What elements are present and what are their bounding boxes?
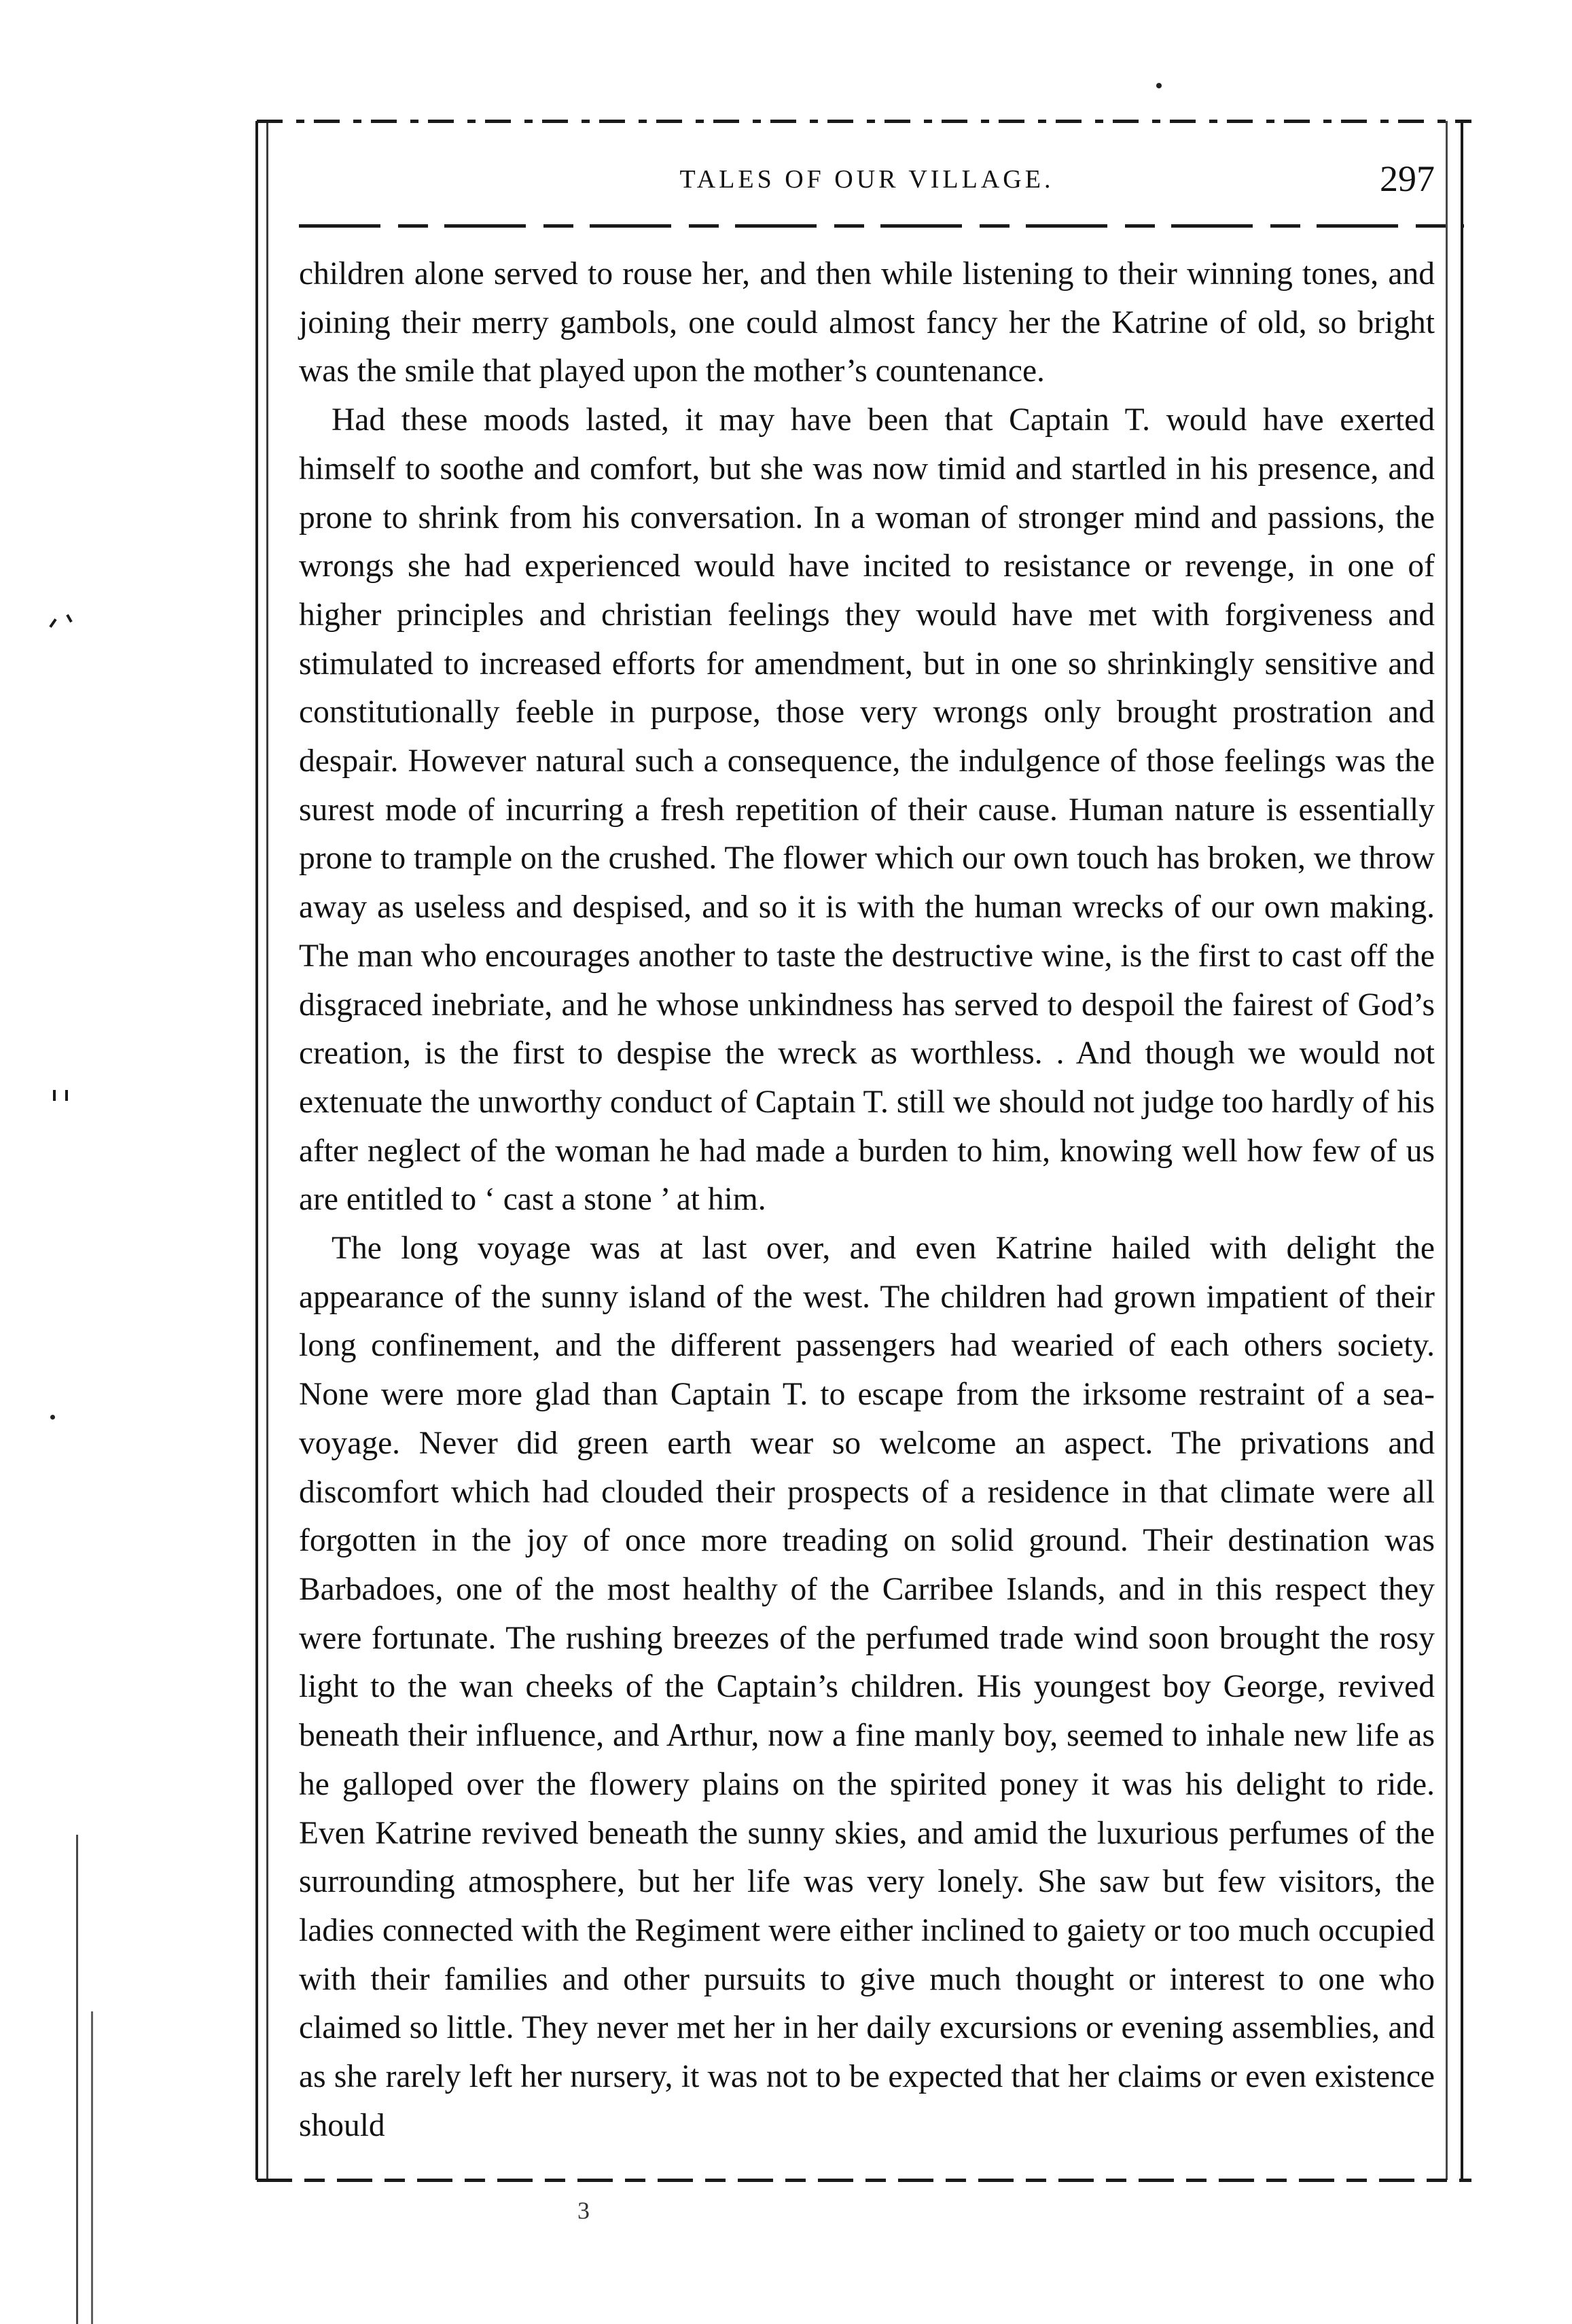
margin-tick-mark <box>49 618 56 628</box>
margin-tick-mark <box>65 1090 68 1101</box>
scan-speck <box>50 1415 55 1420</box>
bottom-border-rule <box>257 2179 1471 2182</box>
running-head <box>299 158 1435 212</box>
top-border-rule <box>257 120 1471 123</box>
running-title: TALES OF OUR VILLAGE. <box>679 165 1054 194</box>
margin-tick-mark <box>66 614 72 622</box>
paragraph: The long voyage was at last over, and even Katrine hailed with delight the appearance of the sunny island of the west. The children had grown impatient of their long confinement, and the different passengers had wearied of each others society. None were more glad than Captain T. to escape from the irksome restraint of a sea-voyage. Never did green earth wear so welcome an aspect. The privations and discomfort which had clouded their prospects of a residence in that climate were all forgotten in the joy of once more treading on solid ground. Their destination was Barbadoes, one of the most healthy of the Carribee Islands, and in this respect they were fortunate. The rushing breezes of the perfumed trade wind soon brought the rosy light to the wan cheeks of the Captain’s children. His youngest boy George, revived beneath their influence, and Arthur, now a fine manly boy, seemed to inhale new life as he galloped over the flowery plains on the spirited poney it was his delight to ride. Even Katrine revived beneath the sunny skies, and amid the luxurious perfumes of the surrounding atmosphere, but her life was very lonely. She saw but few visitors, the ladies connected with the Regiment were either inclined to gaiety or too much occupied with their families and other pursuits to give much thought or interest to one who claimed so little. They never met her in her daily excursions or evening assemblies, and as she rarely left her nursery, it was not to be expected that her claims or even existence should <box>299 1231 1435 2143</box>
page-number: 297 <box>1380 158 1435 199</box>
paragraph-continued: children alone served to rouse her, and then while listening to their winning tones, and joining their merry gambols, one could almost fancy her the Katrine of old, so bright was the smile that played upon the mother’s countenance. <box>299 256 1435 389</box>
scan-speck <box>1156 83 1162 88</box>
signature-mark: 3 <box>577 2197 590 2224</box>
binding-edge-line <box>91 2011 93 2324</box>
paragraph: Had these moods lasted, it may have been that Captain T. would have exerted himself to soothe and comfort, but she was now timid and startled in his presence, and prone to shrink from his conversation. In a woman of stronger mind and passions, the wrongs she had experienced would have incited to resistance or revenge, in one of higher principles and christian feelings they would have met with forgiveness and stimulated to increased efforts for amendment, but in one so shrinkingly sensitive and constitutionally feeble in purpose, those very wrongs only brought prostration and despair. However natural such a consequence, the indulgence of those feelings was the surest mode of incurring a fresh repetition of their cause. Human nature is essentially prone to trample on the crushed. The flower which our own touch has broken, we throw away as useless and despised, and so it is with the human wrecks of our own making. The man who encourages another to taste the destructive wine, is the first to cast off the disgraced inebriate, and he whose unkindness has served to despoil the fairest of God’s creation, is the first to despise the wreck as worthless. . And though we would not extenuate the unworthy conduct of Captain T. still we should not judge too hardly of his after neglect of the woman he had made a burden to him, knowing well how few of us are entitled to ‘ cast a stone ’ at him. <box>299 402 1435 1218</box>
right-border-inner-line <box>1446 121 1448 2180</box>
binding-edge-line <box>76 1835 78 2324</box>
header-rule <box>299 224 1464 228</box>
left-border-line <box>255 121 258 2180</box>
body-text <box>299 250 1435 2150</box>
left-border-inner-line <box>266 121 268 2180</box>
margin-tick-mark <box>53 1090 56 1101</box>
right-border-line <box>1461 121 1463 2180</box>
